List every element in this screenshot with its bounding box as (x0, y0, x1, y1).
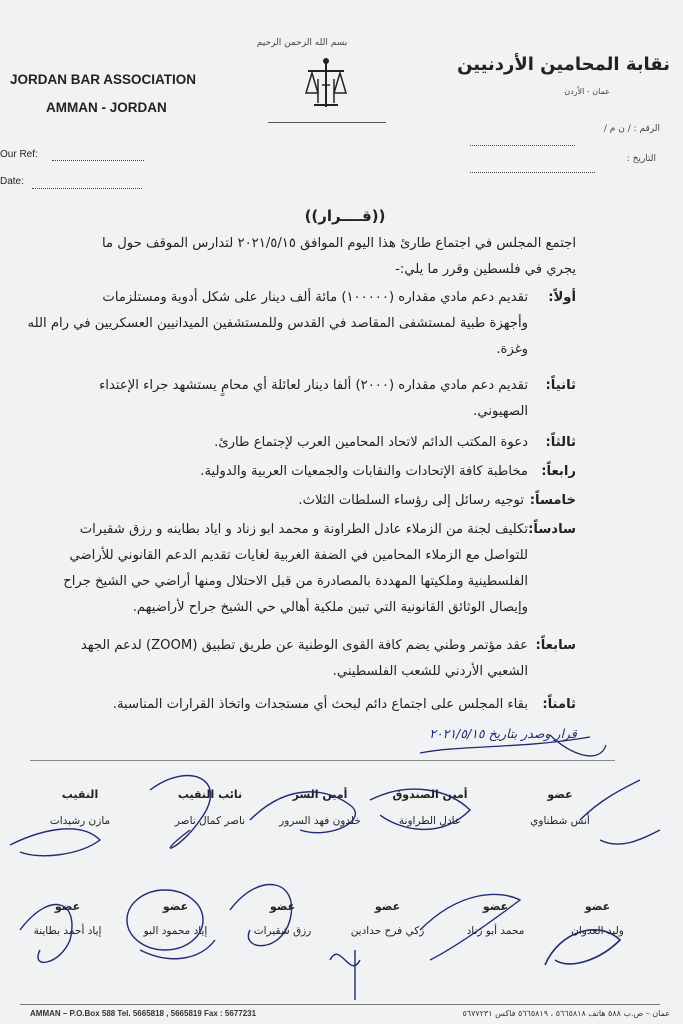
date-label: Date: (0, 176, 24, 187)
footer-en: AMMAN – P.O.Box 588 Tel. 5665818 , 5665819 Fax : 5677231 (30, 1009, 257, 1018)
item-8-label: ثامناً: (542, 697, 576, 712)
item-7-label: سابعاً: (535, 638, 576, 653)
signatory-1: النقيب مازن رشيدات (49, 788, 111, 827)
footer-ar: عمان – ص.ب ٥٨٨ هاتف ٥٦٦٥٨١٨ ، ٥٦٦٥٨١٩ فاكس ٥٦٧٧٢٣١ (462, 1009, 670, 1018)
item-1-label: أولاً: (548, 290, 576, 305)
signatory-6: عضو إياد أحمد بطاينة (33, 900, 102, 937)
association-city-en: AMMAN - JORDAN (46, 100, 167, 115)
signatory-2: نائب النقيب ناصر كمال ناصر (174, 788, 246, 827)
association-name-ar: نقابة المحامين الأردنيين (457, 54, 670, 75)
item-6-line-4: وإيصال الوثائق القانونية التي تبين ملكية أهالي حي الشيخ جراح لأراضيهم. (132, 600, 528, 615)
association-city-ar: عمان - الأردن (564, 87, 610, 96)
basmala: بسم الله الرحمن الرحيم (256, 38, 348, 48)
decision-body (27, 236, 576, 726)
item-4-line-1: مخاطبة كافة الإتحادات والنقابات والجمعيات العربية والدولية. (200, 464, 528, 479)
item-2-line-1: تقديم دعم مادي مقداره (٢٠٠٠) ألفا دينار لعائلة أي محامٍ يستشهد جراء الإعتداء (99, 378, 528, 393)
item-5-line-1: توجيه رسائل إلى رؤساء السلطات الثلاث. (298, 493, 524, 508)
item-6-line-3: الفلسطينية وملكيتها المهددة بالمصادرة من قبل الاحتلال ومنها أراضي حي الشيخ جراح (63, 574, 528, 589)
ar-date-label: التاريخ : (626, 154, 656, 164)
item-3-line-1: دعوة المكتب الدائم لاتحاد المحامين العرب لإجتماع طارئ. (214, 435, 528, 450)
signatory-8: عضو رزق شقيرات (253, 900, 312, 937)
item-5-label: خامساً: (529, 493, 576, 508)
item-6-line-1: تكليف لجنة من الزملاء عادل الطراونة و محمد ابو زناد و اياد بطاينه و رزق شقيرات (79, 522, 528, 537)
item-6-line-2: للتواصل مع الزملاء المحامين في الضفة الغربية لغايات تقديم الدعم القانوني للأراضي (69, 548, 528, 563)
item-2-label: ثانياً: (545, 378, 576, 393)
signatory-7: عضو إياد محمود البو (143, 900, 208, 937)
item-4-label: رابعاً: (541, 464, 576, 479)
signatory-3: أمين السر خلدون فهد السرور (279, 788, 361, 827)
item-7-line-1: عقد مؤتمر وطني يضم كافة القوى الوطنية عن طريق تطبيق (ZOOM) لدعم الجهد (80, 638, 528, 653)
item-3-label: ثالثاً: (545, 435, 576, 450)
signatory-10: عضو محمد أبو زناد (466, 900, 525, 937)
our-ref-label: Our Ref: (0, 149, 38, 160)
item-1-line-2: وأجهزة طبية لمستشفى المقاصد في القدس وللمستشفين الميدانيين العسكريين في رام الله (27, 316, 528, 331)
signatory-5: عضو أنس شطناوي (530, 788, 590, 827)
item-6-label: سادساً: (528, 522, 576, 537)
item-1-line-3: وغزة. (496, 342, 528, 357)
item-7-line-2: الشعبي الأردني للشعب الفلسطيني. (332, 664, 528, 679)
intro-line-2: يجري في فلسطين وقرر ما يلي:- (395, 262, 576, 277)
signatory-4: أمين الصندوق عادل الطراونة (392, 788, 468, 827)
signatory-11: عضو وليد العدوان (571, 900, 624, 937)
scales-of-justice-logo (300, 55, 352, 115)
intro-line-1: اجتمع المجلس في اجتماع طارئ هذا اليوم الموافق ٢٠٢١/٥/١٥ لتدارس الموقف حول ما (101, 236, 576, 251)
signatory-9: عضو زكي فرح حدادين (350, 900, 425, 937)
handwritten-signatures-row-1 (0, 760, 683, 870)
item-1-line-1: تقديم دعم مادي مقداره (١٠٠٠٠٠) مائة ألف دينار على شكل أدوية ومستلزمات (102, 290, 528, 305)
decision-title: ((قــــرار)) (304, 207, 386, 225)
handwritten-signatures-row-2 (0, 870, 683, 1000)
item-8-line-1: بقاء المجلس على اجتماع دائم لبحث أي مستجدات واتخاذ القرارات المناسبة. (112, 697, 528, 712)
association-name-en: JORDAN BAR ASSOCIATION (10, 72, 197, 87)
ar-ref-label: الرقم : / ن م / (603, 124, 660, 134)
item-2-line-2: الصهيوني. (473, 404, 528, 419)
issued-date: قرار وصدر بتاريخ ٢٠٢١/٥/١٥ (429, 726, 577, 741)
